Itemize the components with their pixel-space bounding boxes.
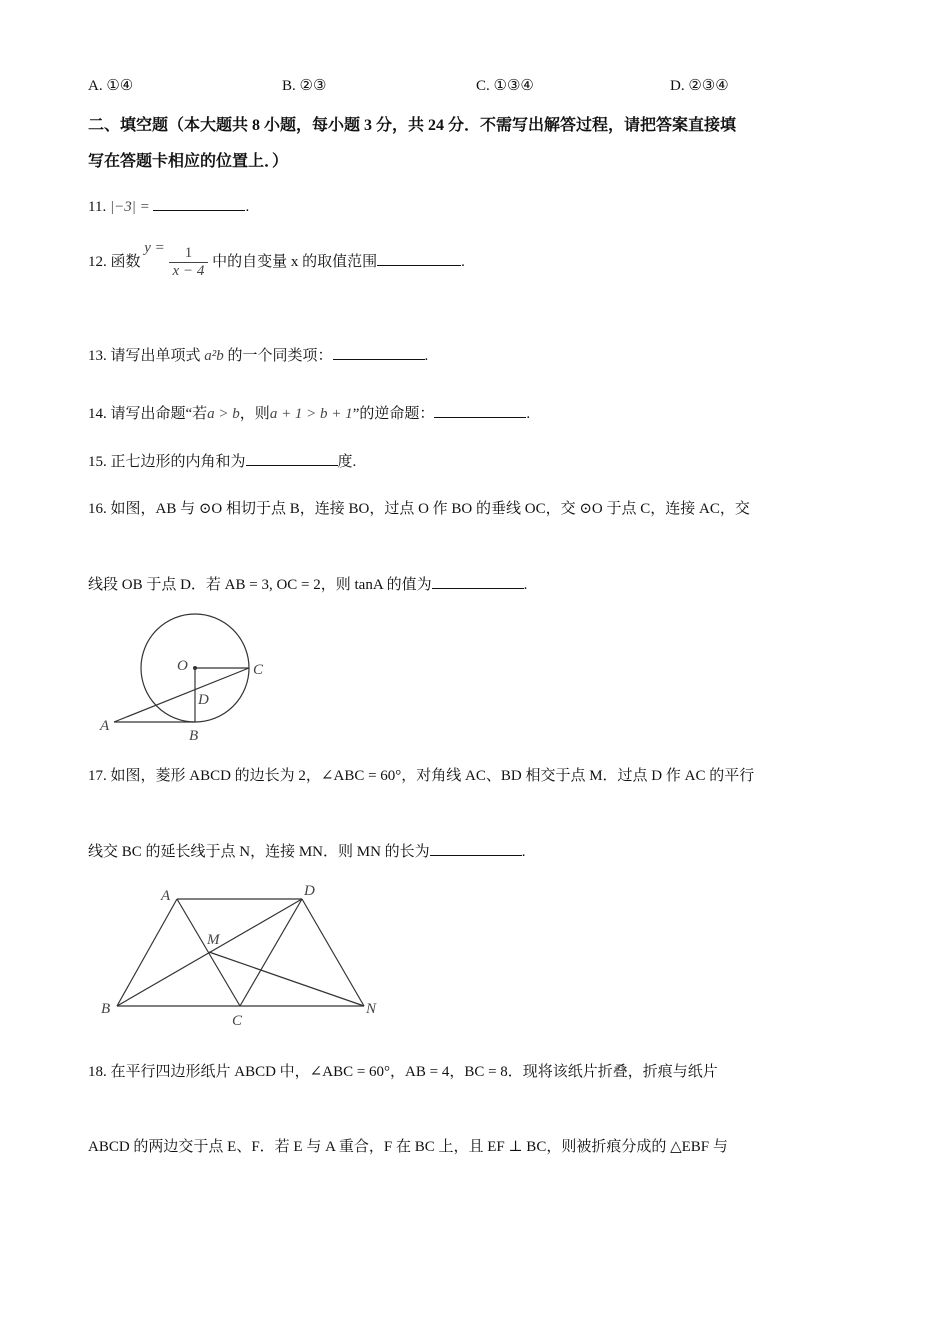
q12-numerator: 1: [169, 245, 209, 263]
q17-side-dc: [240, 899, 302, 1006]
q17-label-b: B: [101, 1001, 111, 1017]
q16-label-a: A: [100, 718, 110, 734]
question-18-line1: 18. 在平行四边形纸片 ABCD 中，∠ABC = 60°，AB = 4，BC = 8．现将该纸片折叠，折痕与纸片: [88, 1064, 718, 1080]
q13-answer-blank[interactable]: [333, 345, 425, 360]
option-b: B. ②③: [282, 78, 327, 94]
q15-suffix: 度.: [337, 454, 357, 470]
q16-answer-blank[interactable]: [432, 574, 524, 589]
q12-end: .: [461, 253, 465, 270]
q16-label-b: B: [189, 728, 199, 744]
q16-label-o: O: [177, 658, 188, 674]
q15-answer-blank[interactable]: [246, 451, 338, 466]
q11-answer-blank[interactable]: [153, 196, 245, 211]
q16-line2-text: 线段 OB 于点 D．若 AB = 3, OC = 2，则 tanA 的值为: [88, 577, 432, 593]
question-16-line1: 16. 如图，AB 与 ⊙O 相切于点 B，连接 BO，过点 O 作 BO 的垂线 OC，交 ⊙O 于点 C，连接 AC，交: [88, 501, 750, 517]
q16-segment-ac: [114, 668, 249, 722]
q13-suffix: 的一个同类项：: [227, 348, 333, 364]
q17-label-a: A: [161, 888, 171, 904]
q11-expression: |−3| =: [109, 199, 150, 215]
q17-side-ab: [117, 899, 177, 1006]
q14-end: .: [526, 406, 531, 422]
q17-segment-mn: [209, 952, 364, 1006]
q15-text: 15. 正七边形的内角和为: [88, 454, 246, 470]
q16-label-d: D: [198, 692, 209, 708]
q12-suffix: 中的自变量 x 的取值范围: [212, 253, 378, 270]
q17-answer-blank[interactable]: [430, 841, 522, 856]
q17-figure: [95, 878, 395, 1028]
q17-label-d: D: [304, 883, 315, 899]
q17-segment-dn: [302, 899, 364, 1006]
q17-label-c: C: [232, 1013, 243, 1028]
q14-answer-blank[interactable]: [434, 403, 526, 418]
question-11: [88, 196, 249, 216]
q17-end: .: [521, 844, 526, 860]
question-14: [88, 402, 530, 423]
q13-end: .: [424, 348, 429, 364]
question-17-line2: [88, 840, 525, 861]
q11-end: .: [245, 199, 250, 215]
question-12: [88, 239, 465, 280]
q12-fraction: [169, 245, 209, 280]
option-c: C. ①③④: [476, 78, 534, 94]
q12-lhs: y =: [144, 239, 165, 256]
q12-number: 12.: [88, 253, 107, 270]
q14-expr-1: a > b: [207, 406, 240, 422]
question-16-line2: [88, 573, 527, 594]
q11-number: 11.: [88, 199, 107, 215]
q12-prefix: 函数: [110, 253, 141, 270]
section-heading-line1: 二、填空题（本大题共 8 小题，每小题 3 分，共 24 分．不需写出解答过程，请把答案直接填: [88, 117, 737, 134]
q16-end: .: [523, 577, 528, 593]
q14-mid: ，则: [239, 406, 270, 422]
question-17-line1: 17. 如图，菱形 ABCD 的边长为 2，∠ABC = 60°，对角线 AC、BD 相交于点 M．过点 D 作 AC 的平行: [88, 768, 755, 784]
q12-answer-blank[interactable]: [377, 251, 461, 266]
question-15: [88, 450, 356, 471]
q17-label-m: M: [207, 932, 220, 948]
q12-denominator: x − 4: [172, 263, 205, 279]
q16-figure: [90, 610, 290, 745]
q16-label-c: C: [253, 662, 264, 678]
q14-expr-2: a + 1 > b + 1: [269, 406, 353, 422]
q17-line2-text: 线交 BC 的延长线于点 N，连接 MN．则 MN 的长为: [88, 844, 430, 860]
q13-expression: a²b: [204, 348, 224, 364]
q14-suffix: ”的逆命题：: [352, 406, 435, 422]
question-13: [88, 344, 428, 365]
section-heading-line2: 写在答题卡相应的位置上．）: [88, 153, 289, 170]
q13-text: 13. 请写出单项式: [88, 348, 201, 364]
option-d: D. ②③④: [670, 78, 729, 94]
q17-label-n: N: [366, 1001, 377, 1017]
q14-text: 14. 请写出命题“若: [88, 406, 208, 422]
question-18-line2: ABCD 的两边交于点 E、F．若 E 与 A 重合，F 在 BC 上，且 EF ⊥ BC，则被折痕分成的 △EBF 与: [88, 1139, 728, 1155]
option-a: A. ①④: [88, 78, 134, 94]
q16-point-o: [193, 666, 197, 670]
